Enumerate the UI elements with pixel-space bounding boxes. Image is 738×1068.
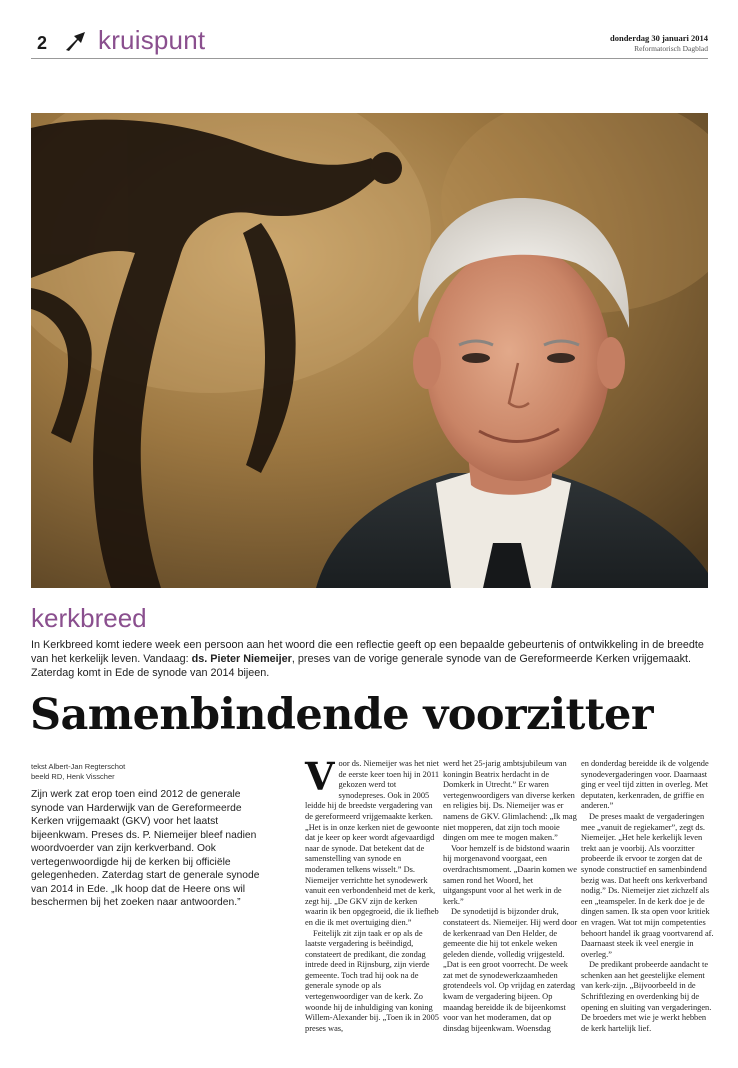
intro-text-after: , preses van de vorige generale synode van de Gereformeerde Kerken vrijgemaakt. Zaterdag komt in Ede de synode van 2014 bijeen. <box>31 653 691 679</box>
article-lead: Zijn werk zat erop toen eind 2012 de generale synode van Harderwijk van de Gereformeerde Kerken vrijgemaakt (GKV) voor het laatst bijeenkwam. Preses ds. P. Niemeijer bleef nadien woordvoerder van zijn kerkverband. Ook vertegenwoordigde hij de kerken bij officiële gelegenheden. Zaterdag start de generale synode van 2014 in Ede. „Ik hoop dat de Heere ons wil beschermen bij het zoeken naar antwoorden.” <box>31 789 260 908</box>
portrait-illustration <box>31 113 708 588</box>
body-column-2 <box>443 759 578 1034</box>
paragraph: en donderdag bereidde ik de volgende synodevergaderingen voor. Daarnaast ging er veel tijd zitten in overleg. Met deputaten, kerkenraden, de griffie en anderen.” <box>581 759 709 811</box>
body-column-3 <box>581 759 716 1034</box>
text-credit: tekst Albert-Jan Regterschot <box>31 762 126 771</box>
intro-person: ds. Pieter Niemeijer <box>191 653 292 665</box>
portrait-photo <box>31 113 708 588</box>
intro-paragraph <box>31 638 705 680</box>
page-number: 2 <box>37 33 48 53</box>
paragraph: De predikant probeerde aandacht te schenken aan het geestelijke element van kerk-zijn. „Bijvoorbeeld in de Schriftlezing en overdenking bij de opening en sluiting van vergaderingen. De broeders met wie je werkt hebben de kerk hartelijk lief. <box>581 960 712 1033</box>
photo-credit: beeld RD, Henk Visscher <box>31 772 115 781</box>
article-headline: Samenbindende voorzitter <box>30 690 653 740</box>
issue-date: donderdag 30 januari 2014 <box>610 33 708 43</box>
paragraph: De preses maakt de vergaderingen mee „vanuit de regiekamer”, zegt ds. Niemeijer. „Het hele kerkelijk leven trekt aan je voorbij. Als voorzitter probeerde ik ervoor te zorgen dat de synode constructief en samenbindend bezig was. Dat heeft ons kerkverband nodig.” Ds. Niemeijer ziet zichzelf als een „teamspeler. In de kerk doe je de dingen samen. Ik sta open voor kritiek en vragen. Wat tot mijn competenties behoort handel ik graag voortvarend af. Daarnaast steek ik veel energie in overleg.” <box>581 811 714 959</box>
paragraph: werd het 25-jarig ambtsjubileum van koningin Beatrix herdacht in de Domkerk in Utrecht.” Er waren vertegenwoordigers van diverse kerken en religies bij. Ds. Niemeijer was er namens de GKV. Glimlachend: „Ik mag niet mopperen, dat zijn toch mooie dingen om mee te mogen maken.” <box>443 759 577 843</box>
body-column-1 <box>305 754 440 1034</box>
kicker-title: kerkbreed <box>31 603 147 633</box>
header-divider <box>31 58 708 59</box>
kruispunt-logo-icon <box>64 30 88 52</box>
paragraph: De synodetijd is bijzonder druk, constateert ds. Niemeijer. Hij werd door de kerkenraad van Den Helder, de gemeente die hij tot enkele weken geleden diende, volledig vrijgesteld. „Dat is een groot voorrecht. De week zat met de synodewerkzaamheden grotendeels vol. Op vrijdag en zaterdag kwam de vergadering bijeen. Op maandag bereidde ik de bijeenkomst voor van het moderamen, dat op dinsdag bijeenkwam. Woensdag <box>443 907 578 1033</box>
paragraph: Voor hemzelf is de bidstond waarin hij morgenavond voorgaat, een overdrachtsmoment. „Daarin komen we samen rond het Woord, het uitgangspunt voor al het werk in de kerk.” <box>443 843 577 906</box>
section-title: kruispunt <box>98 25 206 55</box>
paragraph: Feitelijk zit zijn taak er op als de laatste vergadering is beëindigd, constateert de predikant, die zondag intrede deed in Rijnsburg, zijn vierde gemeente. Toch trad hij ook na de generale synode op als vertegenwoordiger van de kerk. Zo woonde hij de inhuldiging van koning Willem-Alexander bij. „Toen ik in 2005 preses was, <box>305 928 439 1033</box>
intro-text-before: In Kerkbreed komt iedere week een persoon aan het woord die een reflectie geeft op een bepaalde gebeurtenis of ontwikkeling in de breedte van het kerkelijk leven. Vandaag: <box>31 639 704 665</box>
drop-cap: V <box>305 754 335 799</box>
newspaper-name: Reformatorisch Dagblad <box>634 44 708 53</box>
paragraph: Voor ds. Niemeijer was het niet de eerste keer toen hij in 2011 gekozen werd tot synodepreses. Ook in 2005 leidde hij de breedste vergadering van de gereformeerd vrijgemaakte kerken. „Het is in onze kerken niet de gewoonte dat je keer op keer wordt afgevaardigd naar de synode. Dat betekent dat de samenstelling van synode en moderamen telkens wisselt.” Ds. Niemeijer verrichtte het synodewerk vanuit een verbondenheid met de kerk, zegt hij. „De GKV zijn de kerken waarin ik ben opgegroeid, die ik liefheb en die ik met overtuiging dien.” <box>305 754 440 927</box>
